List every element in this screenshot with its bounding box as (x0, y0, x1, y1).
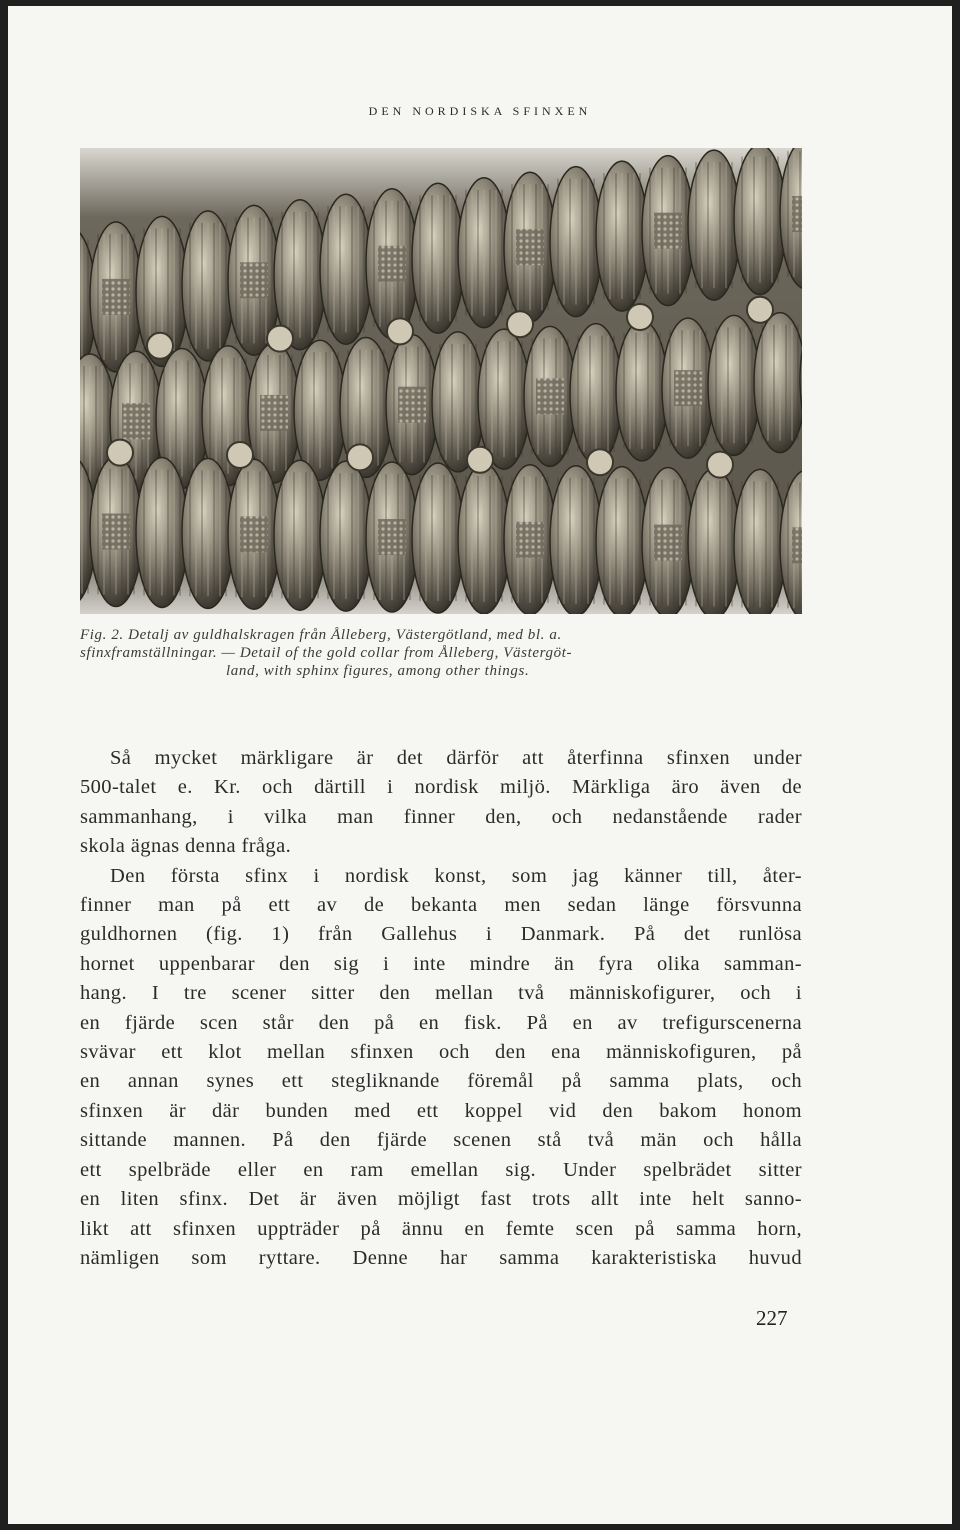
text-line: Så mycket märkligare är det därför att återfinna sfinxen under (110, 747, 802, 769)
figure-caption (80, 626, 802, 680)
book-page (8, 6, 952, 1524)
sphinx-figure (507, 311, 533, 337)
filigree-band (792, 527, 802, 563)
gold-collar-photo (80, 148, 802, 614)
filigree-band (102, 279, 130, 315)
filigree-band (260, 395, 288, 431)
text-line: en fjärde scen står den på en fisk. På en av trefigurscenerna (80, 1011, 802, 1034)
sphinx-figure (107, 440, 133, 466)
caption-line: land, with sphinx figures, among other things. (226, 663, 530, 679)
sphinx-figure (387, 318, 413, 344)
text-line: nämligen som ryttare. Denne har samma karakteristiska huvud (80, 1246, 802, 1269)
text-line: ett spelbräde eller en ram emellan sig. Under spelbrädet sitter (80, 1158, 802, 1181)
text-line: svävar ett klot mellan sfinxen och den ena människofiguren, på (80, 1041, 802, 1064)
text-line: en liten sfinx. Det är även möjligt fast trots allt inte helt sanno- (80, 1188, 802, 1211)
filigree-band (240, 516, 268, 552)
sphinx-figure (587, 449, 613, 475)
text-line: sfinxen är där bunden med ett koppel vid den bakom honom (80, 1099, 802, 1122)
body-text (80, 744, 802, 1273)
page-number: 227 (756, 1306, 788, 1330)
text-line: guldhornen (fig. 1) från Gallehus i Danmark. På det runlösa (80, 923, 802, 946)
text-line: Den första sfinx i nordisk konst, som jag känner till, åter- (110, 864, 802, 887)
sphinx-figure (747, 297, 773, 323)
sphinx-figure (707, 452, 733, 478)
filigree-band (378, 246, 406, 282)
sphinx-figure (347, 444, 373, 470)
caption-line: Fig. 2. Detalj av guldhalskragen från Ålleberg, Västergötland, med bl. a. (80, 627, 562, 643)
sphinx-figure (227, 442, 253, 468)
gold-collar-image (80, 148, 802, 614)
filigree-band (516, 229, 544, 265)
text-line: hang. I tre scener sitter den mellan två människofigurer, och i (80, 982, 802, 1005)
text-line: hornet uppenbarar den sig i inte mindre än fyra olika samman- (80, 952, 802, 975)
sphinx-figure (147, 333, 173, 359)
caption-line: sfinxframställningar. — Detail of the gold collar from Ålleberg, Västergöt- (80, 645, 573, 661)
sphinx-figure (267, 326, 293, 352)
sphinx-figure (467, 447, 493, 473)
text-line: en annan synes ett stegliknande föremål på samma plats, och (80, 1070, 802, 1093)
filigree-band (654, 213, 682, 249)
filigree-band (516, 522, 544, 558)
sphinx-figure (627, 304, 653, 330)
filigree-band (102, 514, 130, 550)
filigree-band (674, 370, 702, 406)
filigree-band (792, 196, 802, 232)
text-line: sittande mannen. På den fjärde scenen stå två män och hålla (80, 1129, 802, 1152)
text-line: 500-talet e. Kr. och därtill i nordisk miljö. Märkliga äro även de (80, 776, 802, 799)
filigree-band (654, 525, 682, 561)
text-line: finner man på ett av de bekanta men sedan länge försvunna (80, 894, 802, 917)
filigree-band (398, 387, 426, 423)
text-line: skola ägnas denna fråga. (80, 835, 292, 858)
text-line: sammanhang, i vilka man finner den, och nedanstående rader (80, 805, 802, 828)
collar-ring (754, 313, 802, 453)
filigree-band (122, 403, 150, 439)
running-head: DEN NORDISKA SFINXEN (368, 104, 592, 118)
filigree-band (536, 378, 564, 414)
filigree-band (240, 262, 268, 298)
text-line: likt att sfinxen uppträder på ännu en femte scen på samma horn, (80, 1217, 802, 1240)
filigree-band (378, 519, 406, 555)
